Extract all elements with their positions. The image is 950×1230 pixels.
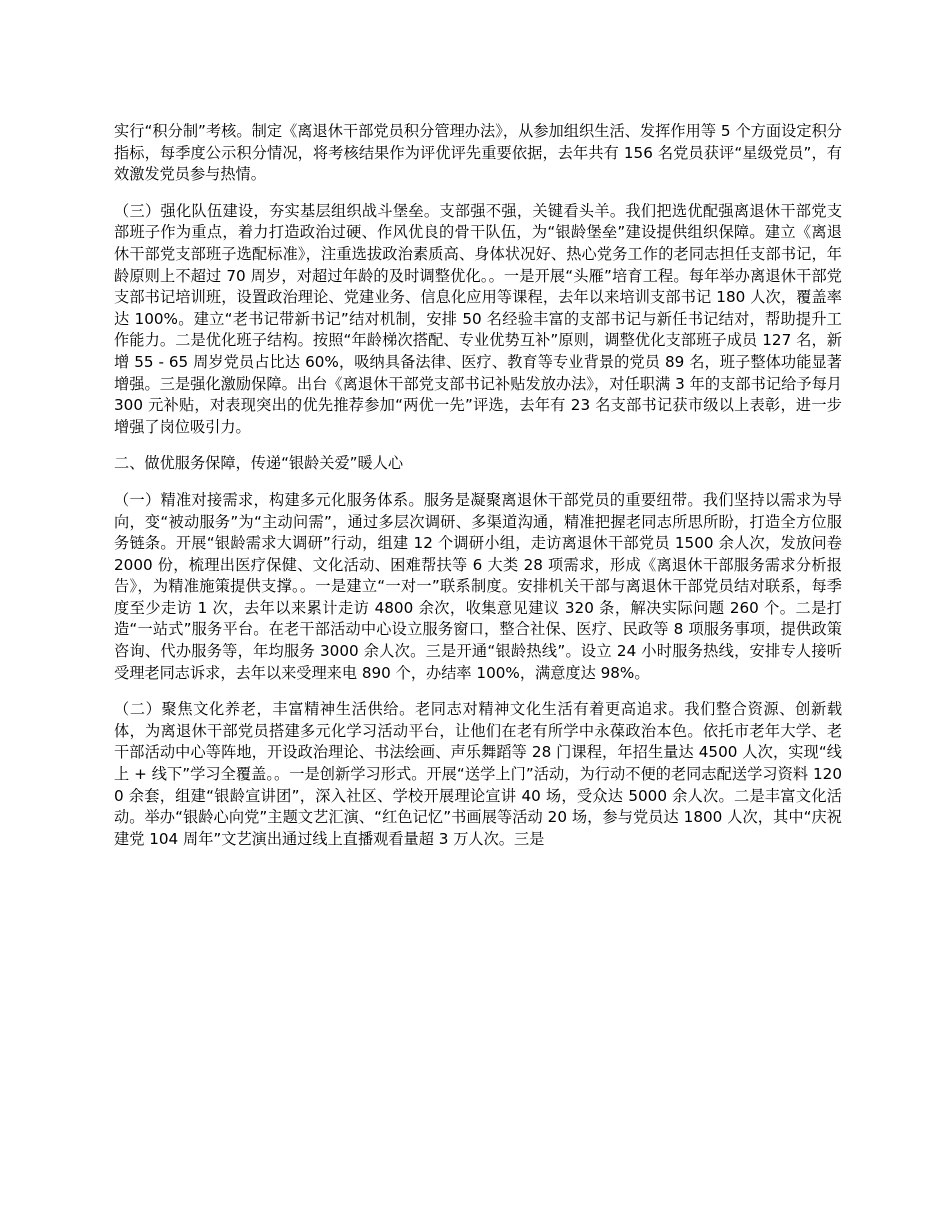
paragraph-service-system: （一）精准对接需求，构建多元化服务体系。服务是凝聚离退休干部党员的重要纽带。我们坚持以需求为导向，变“被动服务”为“主动问需”，通过多层次调研、多渠道沟通，精准把握老同志所思所盼，打造全方位服务链条。开展“银龄需求大调研”行动，组建 12 个调研小组，走访离退休干部党员 1500 余人次，发放问卷 2000 份，梳理出医疗保健、文化活动、困难帮扶等 6 大类 28 项需求，形成《离退休干部服务需求分析报告》，为精准施策提供支撑。。一是建立“一对一”联系制度。安排机关干部与离退休干部党员结对联系，每季度至少走访 1 次，去年以来累计走访 4800 余次，收集意见建议 320 条，解决实际问题 260 个。二是打造“一站式”服务平台。在老干部活动中心设立服务窗口，整合社保、医疗、民政等 8 项服务事项，提供政策咨询、代办服务等，年均服务 3000 余人次。三是开通“银龄热线”。设立 24 小时服务热线，安排专人接听受理老同志诉求，去年以来受理来电 890 个，办结率 100%，满意度达 98%。 bbox=[114, 490, 842, 682]
paragraph-culture-elderly: （二）聚焦文化养老，丰富精神生活供给。老同志对精神文化生活有着更高追求。我们整合资源、创新载体，为离退休干部党员搭建多元化学习活动平台，让他们在老有所学中永葆政治本色。依托市老年大学、老干部活动中心等阵地，开设政治理论、书法绘画、声乐舞蹈等 28 门课程，年招生量达 4500 人次，实现“线上 + 线下”学习全覆盖。。一是创新学习形式。开展“送学上门”活动，为行动不便的老同志配送学习资料 1200 余套，组建“银龄宣讲团”，深入社区、学校开展理论宣讲 40 场，受众达 5000 余人次。二是丰富文化活动。举办“银龄心向党”主题文艺汇演、“红色记忆”书画展等活动 20 场，参与党员达 1800 人次，其中“庆祝建党 104 周年”文艺演出通过线上直播观看量超 3 万人次。三是 bbox=[114, 700, 842, 848]
paragraph-credit-system: 实行“积分制”考核。制定《离退休干部党员积分管理办法》，从参加组织生活、发挥作用等 5 个方面设定积分指标，每季度公示积分情况，将考核结果作为评优评先重要依据，去年共有 156 名党员获评“星级党员”，有效激发党员参与热情。 bbox=[114, 122, 842, 184]
document-page bbox=[114, 121, 842, 865]
section-heading-service: 二、做优服务保障，传递“银龄关爱”暖人心 bbox=[114, 454, 404, 473]
paragraph-team-building: （三）强化队伍建设，夯实基层组织战斗堡垒。支部强不强，关键看头羊。我们把选优配强离退休干部党支部班子作为重点，着力打造政治过硬、作风优良的骨干队伍，为“银龄堡垒”建设提供组织保障。建立《离退休干部党支部班子选配标准》，注重选拔政治素质高、身体状况好、热心党务工作的老同志担任支部书记，年龄原则上不超过 70 周岁，对超过年龄的及时调整优化。。一是开展“头雁”培育工程。每年举办离退休干部党支部书记培训班，设置政治理论、党建业务、信息化应用等课程，去年以来培训支部书记 180 人次，覆盖率达 100%。建立“老书记带新书记”结对机制，安排 50 名经验丰富的支部书记与新任书记结对，帮助提升工作能力。二是优化班子结构。按照“年龄梯次搭配、专业优势互补”原则，调整优化支部班子成员 127 名，新增 55 - 65 周岁党员占比达 60%，吸纳具备法律、医疗、教育等专业背景的党员 89 名，班子整体功能显著增强。三是强化激励保障。出台《离退休干部党支部书记补贴发放办法》，对任职满 3 年的支部书记给予每月 300 元补贴，对表现突出的优先推荐参加“两优一先”评选，去年有 23 名支部书记获市级以上表彰，进一步增强了岗位吸引力。 bbox=[114, 201, 842, 436]
